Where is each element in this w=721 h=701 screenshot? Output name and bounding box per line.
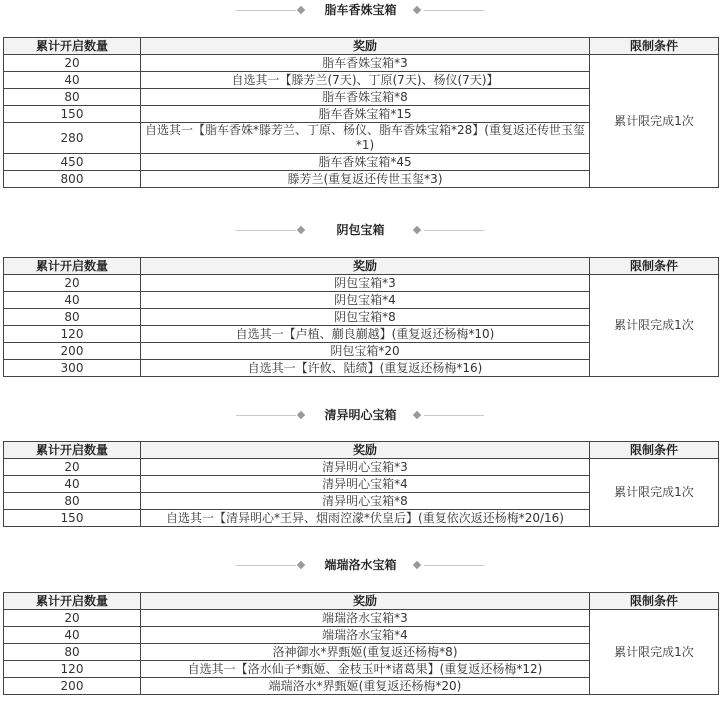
reward-cell: 脂车香姝宝箱*3 [141,55,590,72]
count-cell: 80 [4,309,141,326]
count-cell: 40 [4,627,141,644]
reward-cell: 端瑞洛水宝箱*4 [141,627,590,644]
reward-cell: 自选其一【滕芳兰(7天)、丁原(7天)、杨仪(7天)】 [141,72,590,89]
count-cell: 20 [4,610,141,627]
limit-cell: 累计限完成1次 [590,55,719,188]
reward-table [3,37,719,188]
reward-cell: 阴包宝箱*4 [141,292,590,309]
count-cell: 120 [4,326,141,343]
divider-line [424,415,484,416]
count-cell: 40 [4,476,141,493]
table-row [4,610,719,627]
reward-table [3,592,719,695]
table-row [4,459,719,476]
reward-cell: 阴包宝箱*8 [141,309,590,326]
section-yinbao [0,220,721,375]
count-cell: 280 [4,123,141,154]
divider-line [424,10,484,11]
count-cell: 40 [4,72,141,89]
diamond-icon [297,561,305,569]
section-title: 清异明心宝箱 [324,408,397,422]
reward-cell: 脂车香姝宝箱*8 [141,89,590,106]
divider-line [236,565,296,566]
divider-line [236,230,296,231]
header-count: 累计开启数量 [4,593,141,610]
count-cell: 80 [4,644,141,661]
diamond-icon [297,6,305,14]
table-header-row [4,38,719,55]
header-limit: 限制条件 [590,258,719,275]
diamond-icon [413,6,421,14]
count-cell: 150 [4,510,141,527]
count-cell: 40 [4,292,141,309]
reward-cell: 阴包宝箱*20 [141,343,590,360]
count-cell: 200 [4,678,141,695]
limit-cell: 累计限完成1次 [590,275,719,377]
table-row [4,275,719,292]
header-count: 累计开启数量 [4,442,141,459]
header-limit: 限制条件 [590,38,719,55]
reward-cell: 自选其一【洛水仙子*甄姬、金枝玉叶*诸葛果】(重复返还杨梅*12) [141,661,590,678]
reward-cell: 滕芳兰(重复返还传世玉玺*3) [141,171,590,188]
reward-cell: 脂车香姝宝箱*15 [141,106,590,123]
diamond-icon [413,561,421,569]
limit-cell: 累计限完成1次 [590,610,719,695]
section-duanrui [0,555,721,693]
reward-table [3,441,719,527]
count-cell: 20 [4,275,141,292]
reward-cell: 端瑞洛水宝箱*3 [141,610,590,627]
table-header-row [4,593,719,610]
count-cell: 150 [4,106,141,123]
count-cell: 20 [4,55,141,72]
section-header [0,405,721,425]
diamond-icon [297,411,305,419]
reward-cell: 自选其一【清异明心*王异、烟雨涳濛*伏皇后】(重复依次返还杨梅*20/16) [141,510,590,527]
reward-cell: 自选其一【脂车香姝*滕芳兰、丁原、杨仪、脂车香姝宝箱*28】(重复返还传世玉玺*1) [141,123,590,154]
header-count: 累计开启数量 [4,258,141,275]
count-cell: 80 [4,89,141,106]
section-header [0,0,721,20]
reward-cell: 洛神御水*界甄姬(重复返还杨梅*8) [141,644,590,661]
table-header-row [4,258,719,275]
reward-cell: 自选其一【许攸、陆绩】(重复返还杨梅*16) [141,360,590,377]
count-cell: 120 [4,661,141,678]
section-title: 阴包宝箱 [336,223,385,237]
diamond-icon [297,226,305,234]
divider-line [424,230,484,231]
header-reward: 奖励 [141,442,590,459]
reward-cell: 阴包宝箱*3 [141,275,590,292]
count-cell: 800 [4,171,141,188]
reward-cell: 清异明心宝箱*8 [141,493,590,510]
header-reward: 奖励 [141,258,590,275]
count-cell: 300 [4,360,141,377]
count-cell: 20 [4,459,141,476]
count-cell: 200 [4,343,141,360]
header-limit: 限制条件 [590,593,719,610]
header-reward: 奖励 [141,38,590,55]
count-cell: 80 [4,493,141,510]
divider-line [236,10,296,11]
table-row [4,55,719,72]
reward-cell: 清异明心宝箱*4 [141,476,590,493]
reward-cell: 清异明心宝箱*3 [141,459,590,476]
divider-line [236,415,296,416]
table-header-row [4,442,719,459]
header-reward: 奖励 [141,593,590,610]
header-count: 累计开启数量 [4,38,141,55]
divider-line [424,565,484,566]
header-limit: 限制条件 [590,442,719,459]
section-title: 脂车香姝宝箱 [324,3,397,17]
reward-cell: 端瑞洛水*界甄姬(重复返还杨梅*20) [141,678,590,695]
section-zhiche [0,0,721,186]
reward-cell: 脂车香姝宝箱*45 [141,154,590,171]
section-header [0,555,721,575]
limit-cell: 累计限完成1次 [590,459,719,527]
section-header [0,220,721,240]
reward-cell: 自选其一【卢植、蒯良蒯越】(重复返还杨梅*10) [141,326,590,343]
diamond-icon [413,411,421,419]
count-cell: 450 [4,154,141,171]
diamond-icon [413,226,421,234]
section-title: 端瑞洛水宝箱 [324,558,397,572]
section-qingyi [0,405,721,525]
reward-table [3,257,719,377]
